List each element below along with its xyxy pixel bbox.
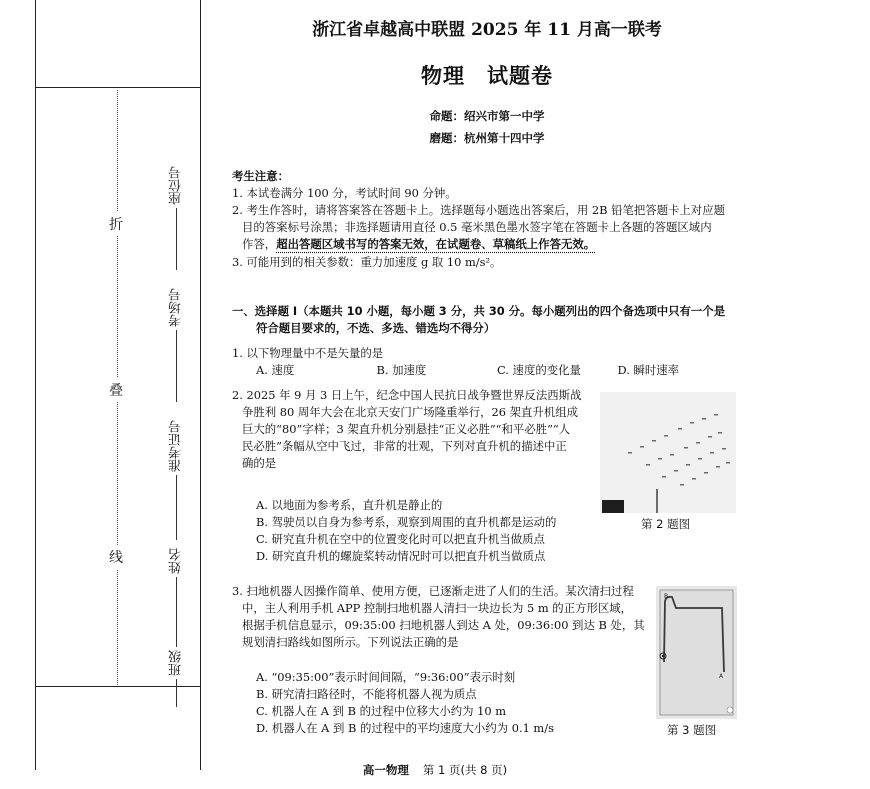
- q2-line-4: 民必胜”条幅从空中飞过，非常的壮观，下列对直升机的描述中正: [242, 439, 567, 454]
- binding-border-right: [200, 0, 201, 770]
- q2-option-a[interactable]: A. 以地面为参考系，直升机是静止的: [256, 498, 443, 512]
- name-label: 姓名: [168, 548, 184, 574]
- fold-char-die: 叠: [109, 378, 123, 402]
- q3-option-d[interactable]: D. 机器人在 A 到 B 的过程中的平均速度大小约为 0.1 m/s: [256, 721, 554, 736]
- cleaning-route-image: [656, 586, 737, 719]
- class-field[interactable]: [168, 650, 184, 707]
- exam-title: 浙江省卓越高中联盟 2025 年 11 月高一联考: [312, 20, 662, 40]
- binding-border-left: [35, 0, 36, 770]
- admission-number-label: 准考证号: [168, 420, 184, 472]
- class-label: 班级: [168, 650, 184, 676]
- q2-option-b[interactable]: B. 驾驶员以自身为参考系，观察到周围的直升机都是运动的: [256, 515, 557, 530]
- seat-number-label: 座位号: [168, 166, 184, 205]
- q1-option-d[interactable]: D. 瞬时速率: [617, 363, 680, 378]
- notice-emphasis: 超出答题区域书写的答案无效，在试题卷、草稿纸上作答无效。: [276, 237, 596, 252]
- page-footer: [0, 762, 870, 778]
- q1-option-a[interactable]: A. 速度: [256, 363, 295, 378]
- footer-page-number: 第 1 页(共 8 页): [422, 763, 508, 777]
- q3-option-a[interactable]: A. “09:35:00”表示时间间隔，“9:36:00”表示时刻: [256, 670, 516, 684]
- q3-line-3: 根据手机信息显示，09:35:00 扫地机器人到达 A 处，09:36:00 到达 B 处，其: [242, 618, 645, 633]
- q3-line-1: 3. 扫地机器人因操作简单、使用方便，已逐渐走进了人们的生活。某次清扫过程: [232, 584, 634, 598]
- q2-line-3: 巨大的“80”字样；3 架直升机分别悬挂“正义必胜”“和平必胜”“人: [242, 422, 571, 437]
- cleaning-route-map: [656, 586, 737, 719]
- seat-number-field[interactable]: [168, 166, 184, 270]
- q3-line-2: 中，主人利用手机 APP 控制扫地机器人清扫一块边长为 5 m 的正方形区域，: [242, 601, 633, 616]
- question-3: [232, 583, 652, 651]
- reviewer: 磨题：杭州第十四中学: [429, 131, 545, 145]
- fold-char-zhe: 折: [109, 212, 123, 236]
- notice-item-2-line-2: 目的答案标号涂黑；非选择题请用直径 0.5 毫米黑色墨水签字笔在答题卡上各题的答题区域内: [242, 220, 712, 235]
- q2-line-2: 争胜利 80 周年大会在北京天安门广场隆重举行，26 架直升机组成: [242, 405, 579, 420]
- exam-room-label: 考场号: [168, 288, 184, 327]
- notice-item-3: 3. 可能用到的相关参数：重力加速度 g 取 10 m/s²。: [232, 254, 502, 269]
- notice-section: [232, 168, 738, 271]
- binding-strip: [0, 0, 225, 789]
- point-b-label: B: [664, 593, 669, 600]
- q1-stem: 1. 以下物理量中不是矢量的是: [232, 346, 384, 360]
- q3-options: [232, 669, 676, 737]
- exam-subtitle: 物理 试题卷: [421, 63, 553, 88]
- footer-subject: 高一物理: [362, 763, 409, 777]
- helicopter-formation-image: [600, 392, 736, 513]
- q2-line-1: 2. 2025 年 9 月 3 日上午，纪念中国人民抗日战争暨世界反法西斯战: [232, 388, 582, 402]
- fold-char-xian: 线: [109, 545, 123, 569]
- question-1: [232, 345, 738, 379]
- q2-option-d[interactable]: D. 研究直升机的螺旋桨转动情况时可以把直升机当做质点: [256, 549, 546, 564]
- q3-line-4: 规划清扫路线如图所示。下列说法正确的是: [242, 635, 459, 650]
- q1-option-c[interactable]: C. 速度的变化量: [497, 363, 581, 378]
- q1-option-b[interactable]: B. 加速度: [376, 363, 427, 378]
- q2-line-5: 确的是: [242, 456, 277, 471]
- notice-item-2-line-3: 作答，超出答题区域书写的答案无效，在试题卷、草稿纸上作答无效。: [242, 237, 596, 252]
- q2-figure-caption: 第 2 题图: [641, 517, 691, 531]
- admission-number-field[interactable]: [168, 420, 184, 540]
- notice-item-1: 1. 本试卷满分 100 分，考试时间 90 分钟。: [232, 186, 457, 201]
- question-2: [232, 387, 602, 473]
- notice-item-2-line-1: 2. 考生作答时，请将答案答在答题卡上。选择题每小题选出答案后，用 2B 铅笔把答题卡上对应题: [232, 203, 725, 218]
- q1-options: [232, 362, 738, 379]
- helicopter-formation-photo: [600, 392, 736, 513]
- binding-top-rule: [35, 87, 200, 88]
- notice-heading: 考生注意：: [232, 169, 289, 183]
- exam-room-field[interactable]: [168, 288, 184, 402]
- q2-option-c[interactable]: C. 研究直升机在空中的位置变化时可以把直升机当做质点: [256, 532, 545, 547]
- point-a-label: A: [719, 673, 724, 680]
- q3-option-c[interactable]: C. 机器人在 A 到 B 的过程中位移大小约为 10 m: [256, 704, 507, 719]
- name-field[interactable]: [168, 548, 184, 647]
- q3-option-b[interactable]: B. 研究清扫路径时，不能将机器人视为质点: [256, 687, 477, 702]
- section-1-header: 一、选择题 Ⅰ（本题共 10 小题，每小题 3 分，共 30 分。每小题列出的四个备选项中只有一个是 符合题目要求的，不选、多选、错选均不得分）: [232, 304, 726, 336]
- q3-figure-caption: 第 3 题图: [667, 723, 717, 737]
- proposer: 命题：绍兴市第一中学: [429, 109, 545, 123]
